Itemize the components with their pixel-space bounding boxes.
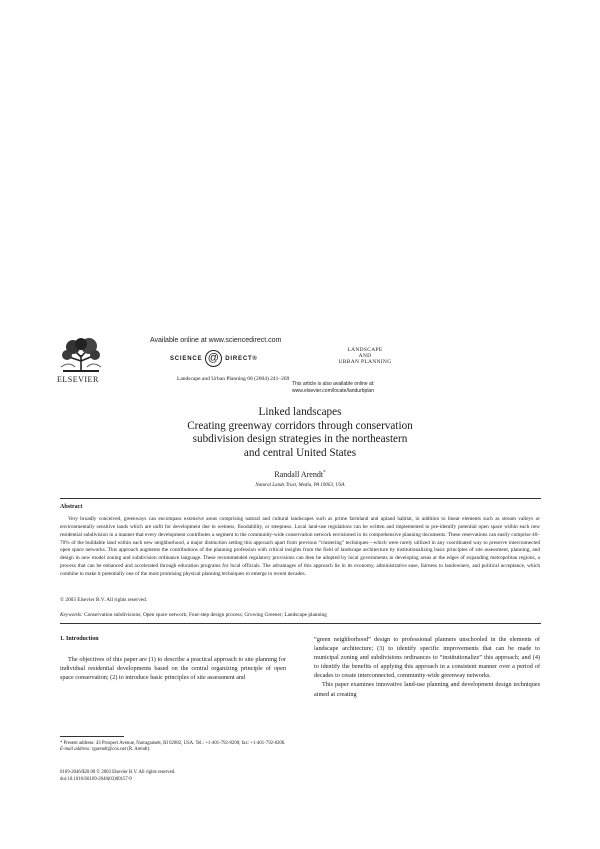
author-footnote	[60, 741, 286, 754]
title-line-3: subdivision design strategies in the northeastern	[192, 433, 408, 445]
elsevier-tree-logo	[59, 337, 103, 373]
footnote-email[interactable]: rgarendt@cox.net (R. Arendt).	[91, 747, 151, 753]
intro-left-column: The objectives of this paper are (1) to describe a practical approach to site planning for individual residential developments based on the central organizing principle of open space conservation; (2) to introduce basic principles of site assessment and	[60, 656, 286, 682]
section-heading-introduction: 1. Introduction	[60, 636, 99, 642]
title-line-2: Creating greenway corridors through conservation	[187, 419, 413, 432]
issn-doi	[60, 770, 175, 783]
intro-right-paragraph-2: This paper examines innovative land-use planning and development design techniques aimed at creating	[314, 681, 540, 698]
issn-line: 0169-2046/$20.00 © 2003 Elsevier B.V. All rights reserved.	[60, 770, 176, 775]
intro-right-column	[314, 635, 540, 699]
journal-online-note	[292, 381, 375, 394]
publisher-name: ELSEVIER	[57, 375, 99, 384]
keywords	[60, 612, 327, 618]
sciencedirect-left: SCIENCE	[170, 355, 203, 362]
intro-right-paragraph-1: “green neighborhood” design to professional planners unschooled in the elements of landscape architecture; (3) to identify specific improvements that can be made to municipal zoning and subdivisions ordinances to “institutionalize” this approach; and (4) to identify the benefits of applying this approach in a consistent manner over a period of decades to create interconnected, community-wide greenway networks.	[314, 636, 540, 680]
abstract-heading: Abstract	[60, 504, 83, 510]
footnote-rule	[60, 736, 124, 737]
article-title	[60, 406, 540, 460]
footnote-email-line	[60, 747, 286, 753]
abstract-text: Very broadly conceived, greenways can encompass extensive areas comprising natural and cultural landscapes such as prime farmland and upland habitat, in addition to linear elements such as stream valleys or environmentally sensitive lands which are unfit for development due to wetness, floodability, or steepness. Local land-use regulations can be written and implemented to pre-identify potential open space within each new residential subdivision in a manner that every development contributes a segment to the community-wide conservation network envisioned in its comprehensive planning documents. These reservations can easily comprise 40–70% of the buildable land within each new neighborhood, a major distinction setting this approach apart from previous “clustering” techniques—which were rarely utilized in any coordinated way to preserve interconnected open space networks. This approach augments the contributions of the planning profession with critical insights from the field of landscape architecture by institutionalizing basic principles of site assessment, planning, and design in new model zoning and subdivision ordinance language. These recommended regulatory provisions can then be adopted by local governments in developing areas at the edges of expanding metropolitan regions, a process that can be enhanced and accelerated through education programs for local officials. The advantages of this approach lie in its economy, administrative ease, fairness to landowners, and political acceptance, which combine to make it potentially one of the most promising physical planning techniques to emerge in recent decades.	[60, 516, 540, 577]
journal-logo	[325, 347, 405, 365]
footnote-email-label: E-mail address:	[60, 747, 91, 753]
sciencedirect-logo	[170, 350, 258, 367]
journal-note-line2: www.elsevier.com/locate/landurbplan	[292, 387, 374, 394]
journal-reference: Landscape and Urban Planning 68 (2004) 241–269	[177, 376, 290, 382]
title-line-4: and central United States	[243, 446, 357, 459]
author-footnote-mark[interactable]: *	[323, 470, 326, 476]
journal-note-line1: This article is also available online at:	[292, 381, 375, 387]
sciencedirect-right: DIRECT®	[225, 355, 258, 362]
doi-line[interactable]: doi:10.1016/S0169-2046(03)00157-9	[60, 776, 132, 782]
keywords-label: Keywords:	[60, 612, 83, 618]
footnote-address: * Present address: 43 Prospect Avenue, Narragansett, RI 02882, USA. Tel.: +1-401-792-8200; fax: +1-401-792-8200.	[60, 741, 286, 746]
author-name	[60, 470, 540, 479]
author-text: Randall Arendt	[274, 470, 324, 479]
journal-logo-line3: URBAN PLANNING	[338, 359, 392, 365]
keywords-text: Conservation subdivisions; Open space network; Four-step design process; Growing Greener; Landscape planning	[84, 612, 327, 618]
journal-logo-line2: AND	[358, 353, 372, 359]
journal-logo-line1: LANDSCAPE	[347, 347, 383, 353]
available-online-text: Available online at www.sciencedirect.com	[150, 337, 282, 344]
top-rule	[60, 498, 541, 499]
sciencedirect-at-icon: @	[205, 350, 222, 367]
title-line-1: Linked landscapes	[258, 406, 342, 418]
abstract-copyright: © 2003 Elsevier B.V. All rights reserved.	[60, 597, 148, 603]
author-affiliation: Natural Lands Trust, Media, PA 19063, USA	[255, 483, 345, 488]
bottom-rule	[60, 623, 541, 624]
